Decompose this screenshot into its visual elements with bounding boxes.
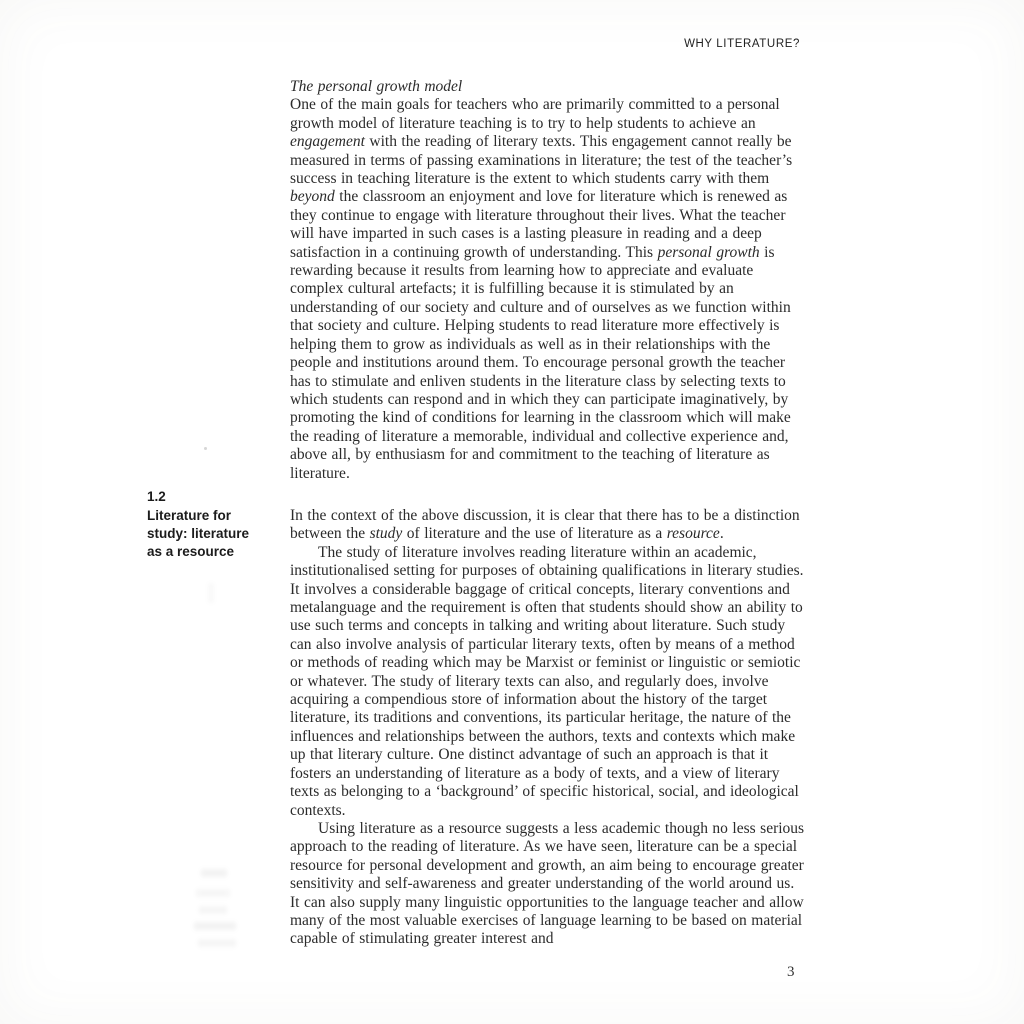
section-number: 1.2 [147,489,166,504]
ink-speck-artifact [204,447,207,450]
print-bleed-artifact [208,583,214,603]
section-1-2-text [290,507,806,949]
subsection-heading: The personal growth model [290,78,463,95]
paragraph: The study of literature involves reading literature within an academic, institutionalised setting for purposes of obtaining qualifications in literary studies. It involves a considerable baggage of critical concepts, literary conventions and metalanguage and the requirement is often that students should show an ability to use such terms and concepts in talking and writing about literature. Such study can also involve analysis of particular literary texts, often by means of a method or methods of reading which may be Marxist or feminist or linguistic or semiotic or whatever. The study of literary texts can also, and regularly does, involve acquiring a compendious store of information about the history of the target literature, its traditions and conventions, its particular heritage, the nature of the influences and relationships between the authors, texts and contexts which make up that literary culture. One distinct advantage of such an approach is that it fosters an understanding of literature as a body of texts, and a view of literary texts as belonging to a ‘background’ of specific historical, social, and ideological contexts. [290,543,804,819]
print-bleed-artifact [201,869,227,877]
paragraph: In the context of the above discussion, it is clear that there has to be a distinction between the study of literature and the use of literature as a resource. [290,507,800,543]
print-bleed-artifact [198,939,236,947]
paragraph: Using literature as a resource suggests a less academic though no less serious approach to the reading of literature. As we have seen, literature can be a special resource for personal development and growth, an aim being to encourage greater sensitivity and self-awareness and greater understanding of the world around us. It can also supply many linguistic opportunities to the language teacher and allow many of the most valuable exercises of language learning to be based on material capable of stimulating greater interest and [290,819,805,948]
section-title: Literature for study: literature as a resource [147,508,250,559]
section-personal-growth-text [290,78,806,483]
running-header: WHY LITERATURE? [684,38,800,50]
section-label [147,488,277,561]
print-bleed-artifact [196,889,230,897]
print-bleed-artifact [199,906,227,914]
page-number: 3 [787,964,795,980]
print-bleed-artifact [194,922,236,930]
paragraph: One of the main goals for teachers who are primarily committed to a personal growth model of literature teaching is to try to help students to achieve an engagement with the reading of literary texts. This engagement cannot really be measured in terms of passing examinations in literature; the test of the teacher’s success in teaching literature is the extent to which students carry with them beyond the classroom an enjoyment and love for literature which is renewed as they continue to engage with literature throughout their lives. What the teacher will have imparted in such cases is a lasting pleasure in reading and a deep satisfaction in a continuing growth of understanding. This personal growth is rewarding because it results from learning how to appreciate and evaluate complex cultural artefacts; it is fulfilling because it is stimulated by an understanding of our society and culture and of ourselves as we function within that society and culture. Helping students to read literature more effectively is helping them to grow as individuals as well as in their relationships with the people and institutions around them. To encourage personal growth the teacher has to stimulate and enliven students in the literature class by selecting texts to which students can respond and in which they can participate imaginatively, by promoting the kind of conditions for learning in the classroom which will make the reading of literature a memorable, individual and collective experience and, above all, by enthusiasm for and commitment to the teaching of literature as literature. [290,96,793,482]
